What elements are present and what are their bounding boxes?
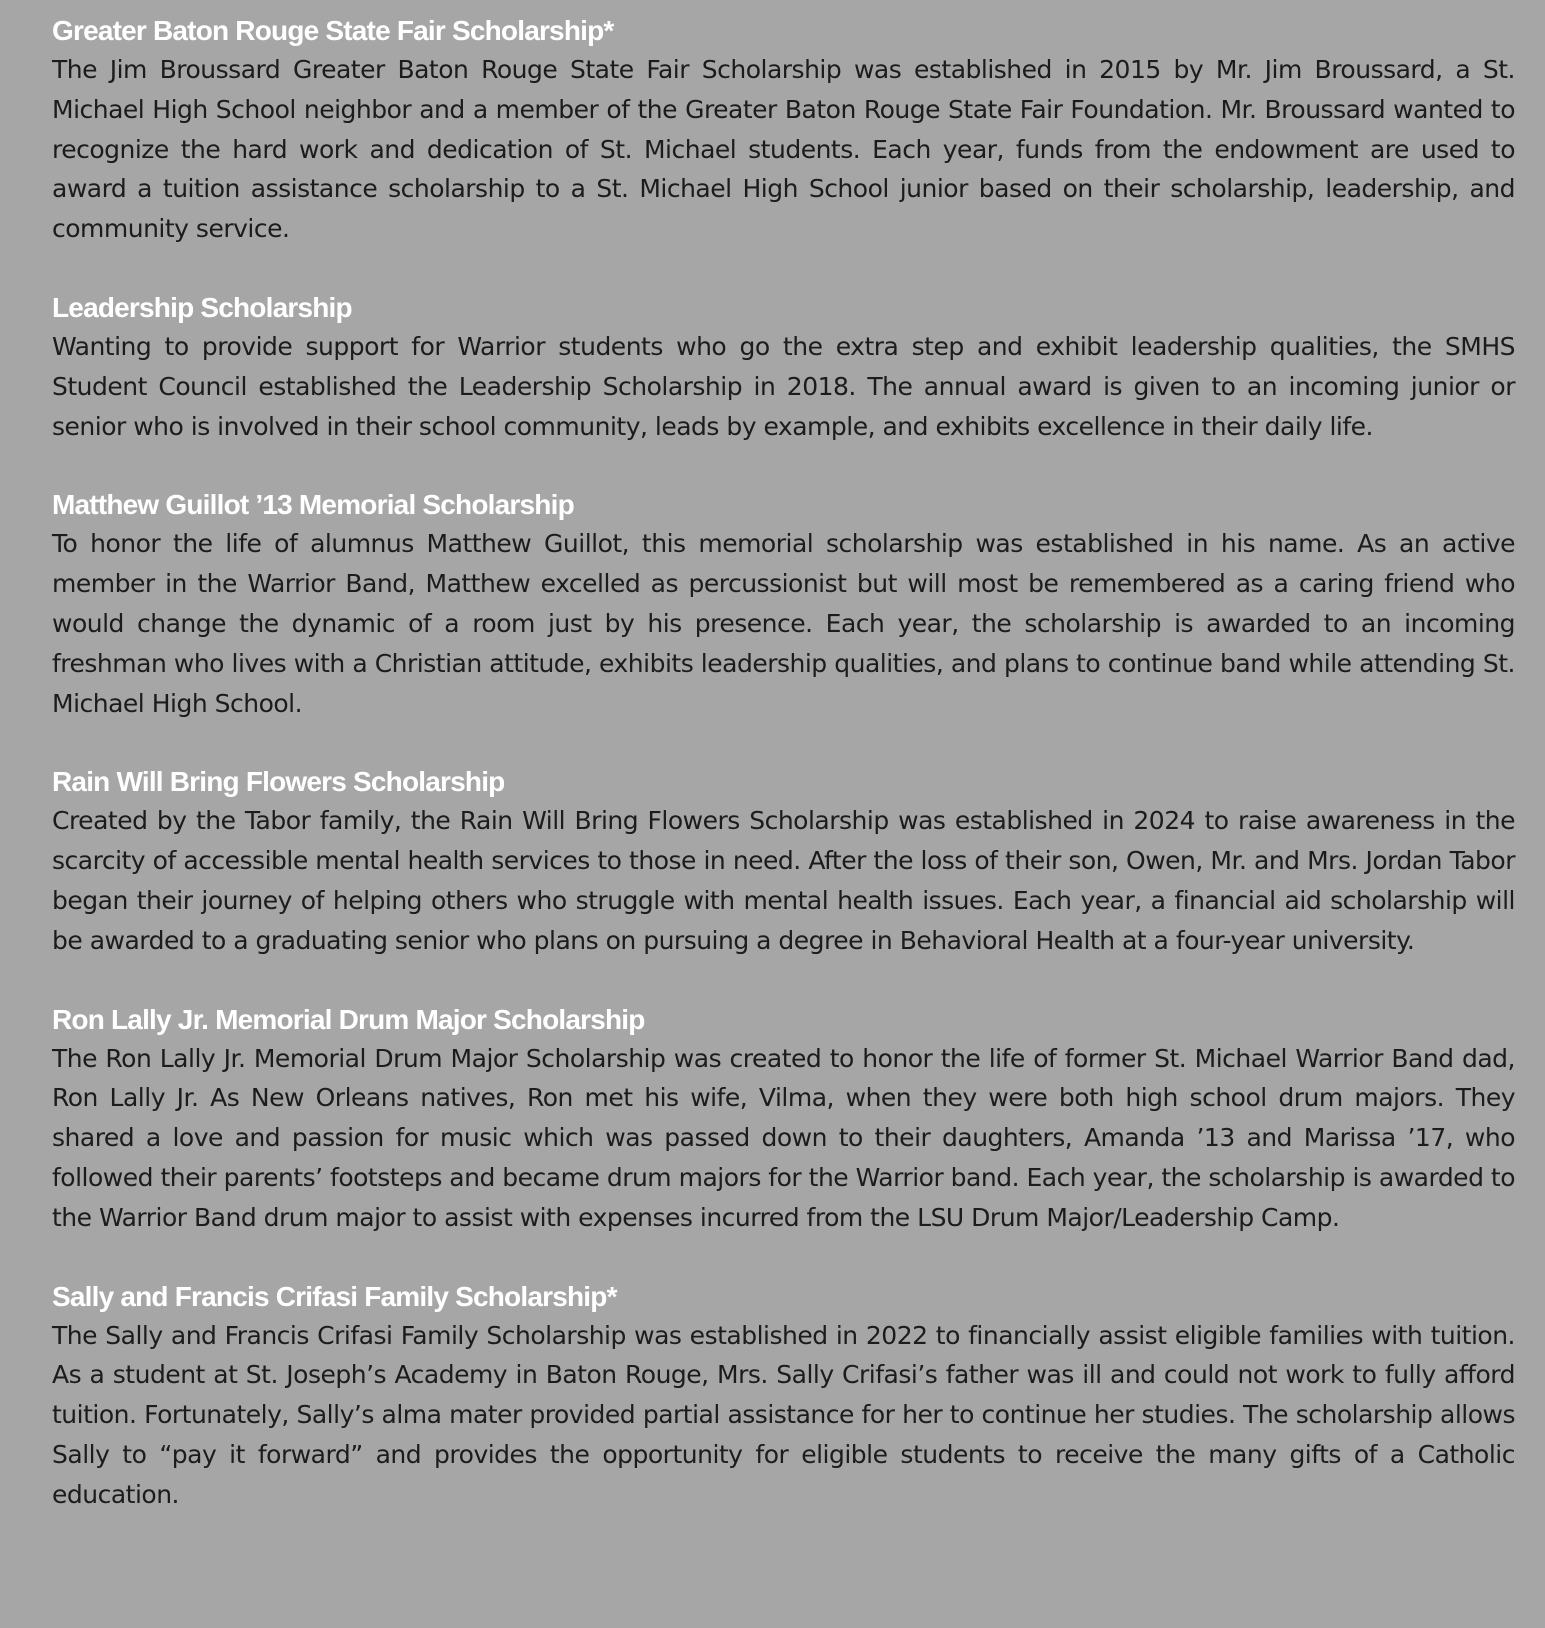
scholarship-section [52, 1001, 1515, 1238]
scholarship-title: Matthew Guillot ’13 Memorial Scholarship [52, 489, 574, 521]
scholarship-title: Ron Lally Jr. Memorial Drum Major Scholarship [52, 1003, 645, 1035]
scholarship-section [52, 1278, 1515, 1515]
scholarship-section [52, 486, 1515, 723]
scholarship-title: Leadership Scholarship [52, 291, 352, 323]
scholarship-title: Rain Will Bring Flowers Scholarship [52, 766, 505, 798]
scholarship-section [52, 289, 1515, 446]
scholarship-section [52, 763, 1515, 960]
scholarship-description: The Sally and Francis Crifasi Family Scholarship was established in 2022 to financially assist eligible families with tuition. As a student at St. Joseph’s Academy in Baton Rouge, Mrs. Sally Crifasi’s father was ill and could not work to fully afford tuition. Fortunately, Sally’s alma mater provided partial assistance for her to continue her studies. The scholarship allows Sally to “pay it forward” and provides the opportunity for eligible students to receive the many gifts of a Catholic education. [52, 1320, 1515, 1509]
scholarship-list [52, 12, 1515, 1555]
scholarship-title: Sally and Francis Crifasi Family Scholarship* [52, 1280, 617, 1312]
scholarship-description: Wanting to provide support for Warrior students who go the extra step and exhibit leadership qualities, the SMHS Student Council established the Leadership Scholarship in 2018. The annual award is given to an incoming junior or senior who is involved in their school community, leads by example, and exhibits excellence in their daily life. [52, 331, 1515, 441]
scholarship-description: The Jim Broussard Greater Baton Rouge State Fair Scholarship was established in 2015 by Mr. Jim Broussard, a St. Michael High School neighbor and a member of the Greater Baton Rouge State Fair Foundation. Mr. Broussard wanted to recognize the hard work and dedication of St. Michael students. Each year, funds from the endowment are used to award a tuition assistance scholarship to a St. Michael High School junior based on their scholarship, leadership, and community service. [52, 55, 1515, 244]
scholarship-section [52, 12, 1515, 249]
scholarship-description: The Ron Lally Jr. Memorial Drum Major Scholarship was created to honor the life of former St. Michael Warrior Band dad, Ron Lally Jr. As New Orleans natives, Ron met his wife, Vilma, when they were both high school drum majors. They shared a love and passion for music which was passed down to their daughters, Amanda ’13 and Marissa ’17, who followed their parents’ footsteps and became drum majors for the Warrior band. Each year, the scholarship is awarded to the Warrior Band drum major to assist with expenses incurred from the LSU Drum Major/Leadership Camp. [52, 1043, 1515, 1232]
scholarship-description: Created by the Tabor family, the Rain Will Bring Flowers Scholarship was established in 2024 to raise awareness in the scarcity of accessible mental health services to those in need. After the loss of their son, Owen, Mr. and Mrs. Jordan Tabor began their journey of helping others who struggle with mental health issues. Each year, a financial aid scholarship will be awarded to a graduating senior who plans on pursuing a degree in Behavioral Health at a four-year university. [52, 806, 1515, 955]
scholarship-title: Greater Baton Rouge State Fair Scholarship* [52, 15, 614, 46]
scholarship-description: To honor the life of alumnus Matthew Guillot, this memorial scholarship was established in his name. As an active member in the Warrior Band, Matthew excelled as percussionist but will most be remembered as a caring friend who would change the dynamic of a room just by his presence. Each year, the scholarship is awarded to an incoming freshman who lives with a Christian attitude, exhibits leadership qualities, and plans to continue band while attending St. Michael High School. [52, 529, 1515, 718]
